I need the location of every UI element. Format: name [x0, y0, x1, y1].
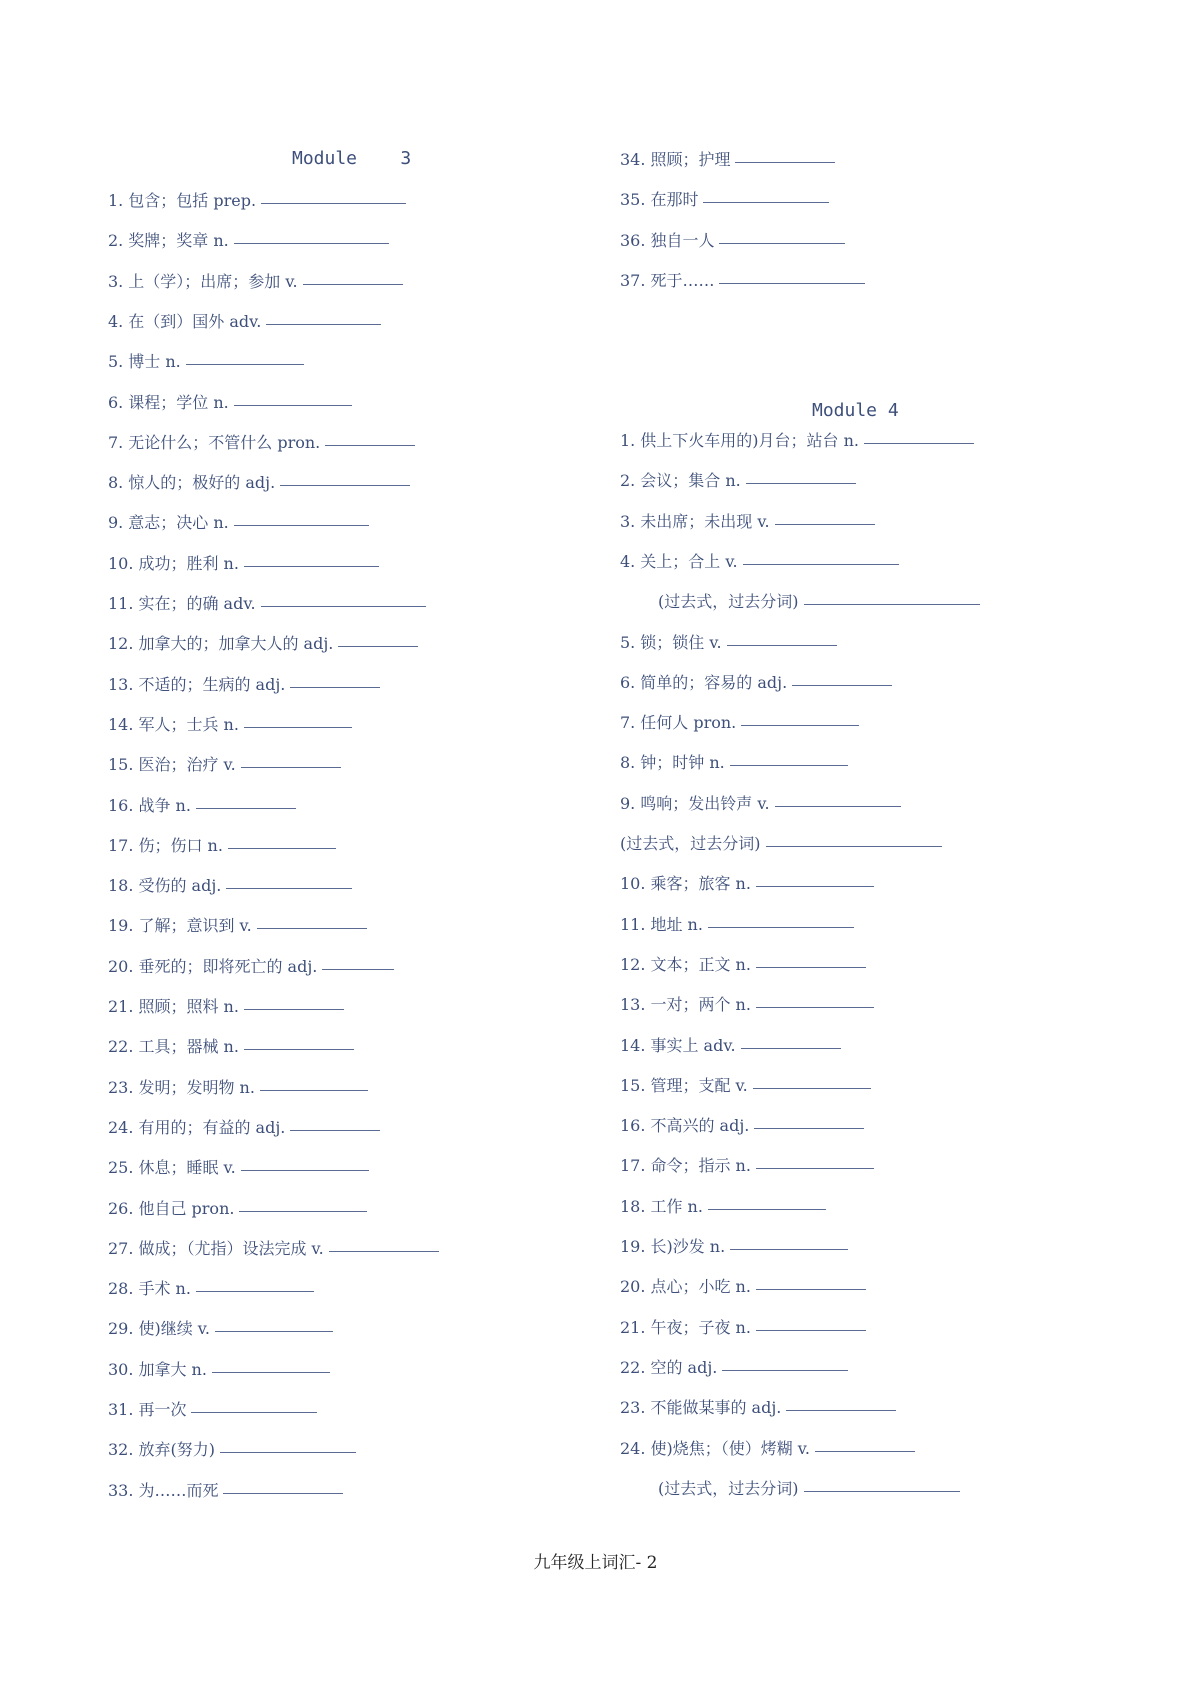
- item-number: 29.: [108, 1319, 134, 1339]
- item-number: 18.: [620, 1196, 646, 1216]
- answer-blank[interactable]: [730, 1248, 848, 1250]
- answer-blank[interactable]: [741, 724, 859, 726]
- item-prompt: 文本；正文 n.: [650, 954, 751, 974]
- vocab-item: [108, 836, 336, 856]
- item-number: 24.: [108, 1117, 134, 1137]
- answer-blank[interactable]: [775, 805, 901, 807]
- vocab-item: [620, 753, 848, 773]
- vocab-item: [108, 191, 406, 211]
- item-number: 19.: [620, 1237, 646, 1256]
- item-prompt: 课程；学位 n.: [128, 392, 229, 412]
- vocab-item: [620, 1197, 826, 1217]
- vocab-item: [108, 352, 304, 372]
- answer-blank[interactable]: [234, 242, 389, 244]
- item-number: 20.: [108, 956, 134, 976]
- vocab-item: [620, 271, 865, 291]
- vocab-item: [108, 957, 394, 977]
- item-number: 25.: [108, 1158, 134, 1178]
- item-number: 22.: [620, 1357, 646, 1377]
- answer-blank[interactable]: [303, 283, 403, 285]
- answer-blank[interactable]: [815, 1450, 915, 1452]
- item-prompt: 在那时: [650, 190, 699, 210]
- answer-blank[interactable]: [223, 1492, 343, 1494]
- vocab-item: [620, 231, 845, 251]
- vocab-item: [108, 876, 352, 896]
- answer-blank[interactable]: [234, 524, 369, 526]
- answer-blank[interactable]: [786, 1409, 896, 1411]
- item-prompt: 做成；（尤指）设法完成 v.: [138, 1238, 324, 1258]
- vocab-item: [620, 874, 874, 894]
- item-prompt: 独自一人: [650, 230, 715, 250]
- item-prompt: 事实上 adv.: [650, 1035, 736, 1055]
- item-prompt: 地址 n.: [650, 914, 703, 934]
- item-prompt: 午夜；子夜 n.: [650, 1317, 751, 1337]
- item-prompt: 为……而死: [138, 1480, 219, 1500]
- vocab-item: [108, 634, 418, 654]
- answer-blank[interactable]: [239, 1210, 367, 1212]
- answer-blank[interactable]: [730, 764, 848, 766]
- item-number: 12.: [108, 634, 134, 654]
- item-number: 34.: [620, 150, 646, 169]
- vocab-item: [620, 834, 942, 854]
- vocab-item: [658, 1479, 960, 1499]
- item-prompt: 垂死的；即将死亡的 adj.: [138, 956, 318, 976]
- item-number: 6.: [108, 392, 124, 412]
- item-prompt: 空的 adj.: [650, 1357, 718, 1377]
- answer-blank[interactable]: [756, 966, 866, 968]
- vocab-item: [108, 1199, 367, 1219]
- vocab-item: [620, 190, 829, 210]
- item-number: 28.: [108, 1279, 134, 1299]
- item-number: 2.: [108, 231, 124, 251]
- answer-blank[interactable]: [228, 847, 336, 849]
- answer-blank[interactable]: [741, 1047, 841, 1049]
- item-number: 8.: [620, 753, 636, 773]
- answer-blank[interactable]: [241, 1169, 369, 1171]
- answer-blank[interactable]: [754, 1127, 864, 1129]
- item-number: 15.: [620, 1075, 646, 1095]
- item-number: 4.: [108, 311, 124, 331]
- vocab-item: [620, 1076, 871, 1096]
- item-prompt: (过去式，过去分词): [620, 834, 761, 853]
- page-footer: 九年级上词汇- 2: [533, 1553, 658, 1573]
- item-number: 11.: [620, 914, 646, 934]
- answer-blank[interactable]: [212, 1371, 330, 1373]
- vocab-item: [108, 1239, 439, 1259]
- answer-blank[interactable]: [191, 1411, 317, 1413]
- vocab-item: [620, 995, 874, 1015]
- answer-blank[interactable]: [266, 323, 381, 325]
- answer-blank[interactable]: [756, 885, 874, 887]
- vocab-item: [108, 473, 410, 493]
- vocab-item: [620, 915, 854, 935]
- answer-blank[interactable]: [186, 363, 304, 365]
- item-prompt: 不能做某事的 adj.: [650, 1398, 782, 1418]
- answer-blank[interactable]: [756, 1288, 866, 1290]
- item-prompt: 工作 n.: [650, 1196, 703, 1216]
- item-prompt: 惊人的；极好的 adj.: [128, 473, 276, 493]
- vocab-item: [620, 673, 892, 693]
- module-3-title: Module 3: [292, 148, 412, 169]
- item-prompt: 军人；士兵 n.: [138, 714, 239, 734]
- vocab-item: [108, 1078, 368, 1098]
- answer-blank[interactable]: [244, 1048, 354, 1050]
- answer-blank[interactable]: [215, 1330, 333, 1332]
- vocab-item: [108, 513, 369, 533]
- vocab-item: [620, 1318, 866, 1338]
- vocab-item: [108, 796, 296, 816]
- vocab-item: [108, 594, 426, 614]
- vocab-item: [108, 554, 379, 574]
- answer-blank[interactable]: [804, 603, 980, 605]
- item-number: 16.: [108, 795, 134, 815]
- item-number: 3.: [620, 511, 636, 531]
- item-number: 5.: [108, 352, 124, 372]
- item-number: 37.: [620, 270, 646, 290]
- answer-blank[interactable]: [766, 845, 942, 847]
- item-prompt: 管理；支配 v.: [650, 1075, 748, 1095]
- vocab-item: [620, 955, 866, 975]
- answer-blank[interactable]: [196, 807, 296, 809]
- answer-blank[interactable]: [322, 968, 394, 970]
- answer-blank[interactable]: [244, 1008, 344, 1010]
- item-prompt: 长)沙发 n.: [650, 1237, 726, 1256]
- vocab-item: [108, 1037, 354, 1057]
- vocab-item: [620, 794, 901, 814]
- item-number: 33.: [108, 1480, 134, 1500]
- item-number: 13.: [108, 674, 134, 694]
- item-number: 30.: [108, 1359, 134, 1379]
- vocab-item: [108, 1440, 356, 1460]
- item-prompt: 关上；合上 v.: [640, 551, 738, 571]
- vocab-item: [108, 755, 341, 775]
- answer-blank[interactable]: [756, 1006, 874, 1008]
- item-prompt: 博士 n.: [128, 352, 181, 372]
- item-number: 14.: [108, 714, 134, 734]
- item-number: 17.: [108, 835, 134, 855]
- vocab-item: [108, 916, 367, 936]
- item-prompt: 加拿大 n.: [138, 1359, 207, 1379]
- answer-blank[interactable]: [804, 1490, 960, 1492]
- item-prompt: 不适的；生病的 adj.: [138, 674, 286, 694]
- answer-blank[interactable]: [753, 1087, 871, 1089]
- answer-blank[interactable]: [722, 1369, 848, 1371]
- item-prompt: 锁；锁住 v.: [640, 632, 722, 652]
- vocab-item: [108, 1400, 317, 1420]
- item-prompt: 加拿大的；加拿大人的 adj.: [138, 634, 334, 654]
- answer-blank[interactable]: [338, 645, 418, 647]
- answer-blank[interactable]: [743, 563, 899, 565]
- answer-blank[interactable]: [756, 1329, 866, 1331]
- item-prompt: 乘客；旅客 n.: [650, 874, 751, 894]
- item-prompt: 医治；治疗 v.: [138, 755, 236, 775]
- item-number: 14.: [620, 1035, 646, 1055]
- item-number: 36.: [620, 230, 646, 250]
- item-prompt: 简单的；容易的 adj.: [640, 672, 788, 692]
- vocab-item: [108, 997, 344, 1017]
- vocab-item: [620, 431, 974, 451]
- item-prompt: 奖牌；奖章 n.: [128, 231, 229, 251]
- vocab-item: [108, 1158, 369, 1178]
- answer-blank[interactable]: [290, 686, 380, 688]
- answer-blank[interactable]: [244, 565, 379, 567]
- vocab-item: [620, 1036, 841, 1056]
- item-number: 23.: [108, 1077, 134, 1097]
- item-prompt: 了解；意识到 v.: [138, 916, 252, 936]
- vocab-item: [108, 1481, 343, 1501]
- item-prompt: 放弃(努力): [138, 1440, 215, 1460]
- vocab-item: [108, 272, 403, 292]
- answer-blank[interactable]: [792, 684, 892, 686]
- answer-blank[interactable]: [756, 1167, 874, 1169]
- item-number: 21.: [620, 1317, 646, 1337]
- item-prompt: 战争 n.: [138, 795, 191, 815]
- vocab-item: [620, 1439, 915, 1459]
- item-prompt: 受伤的 adj.: [138, 876, 222, 896]
- vocab-item: [108, 312, 381, 332]
- item-number: 6.: [620, 672, 636, 692]
- answer-blank[interactable]: [220, 1451, 356, 1453]
- item-number: 7.: [620, 713, 636, 733]
- answer-blank[interactable]: [241, 766, 341, 768]
- item-prompt: 未出席；未出现 v.: [640, 511, 770, 531]
- vocab-item: [620, 150, 835, 170]
- vocab-item: [620, 552, 899, 572]
- item-prompt: 意志；决心 n.: [128, 513, 229, 533]
- vocab-item: [108, 1279, 314, 1299]
- item-prompt: 命令；指示 n.: [650, 1156, 751, 1176]
- item-number: 19.: [108, 916, 134, 936]
- answer-blank[interactable]: [703, 201, 829, 203]
- item-prompt: 休息；睡眠 v.: [138, 1158, 236, 1178]
- item-number: 4.: [620, 551, 636, 571]
- item-number: 20.: [620, 1277, 646, 1297]
- item-prompt: 使)烧焦；（使）烤糊 v.: [650, 1438, 811, 1458]
- item-number: 22.: [108, 1037, 134, 1057]
- item-number: 17.: [620, 1156, 646, 1176]
- item-prompt: 发明；发明物 n.: [138, 1077, 255, 1097]
- answer-blank[interactable]: [226, 887, 352, 889]
- vocab-item: [108, 1319, 333, 1339]
- item-prompt: 他自己 pron.: [138, 1198, 235, 1218]
- item-prompt: 使)继续 v.: [138, 1319, 211, 1339]
- item-number: 26.: [108, 1198, 134, 1218]
- answer-blank[interactable]: [719, 242, 845, 244]
- answer-blank[interactable]: [280, 484, 410, 486]
- item-number: 1.: [108, 191, 124, 210]
- item-prompt: 上（学）；出席；参加 v.: [128, 271, 298, 291]
- item-prompt: 成功；胜利 n.: [138, 553, 239, 573]
- vocab-item: [620, 512, 875, 532]
- vocab-item: [620, 713, 859, 733]
- answer-blank[interactable]: [708, 926, 854, 928]
- item-prompt: 工具；器械 n.: [138, 1037, 239, 1057]
- vocab-item: [108, 393, 352, 413]
- item-number: 10.: [620, 874, 646, 894]
- item-number: 13.: [620, 995, 646, 1015]
- item-number: 23.: [620, 1398, 646, 1418]
- item-number: 16.: [620, 1116, 646, 1136]
- vocab-item: [108, 715, 352, 735]
- vocab-item: [620, 471, 856, 491]
- answer-blank[interactable]: [290, 1129, 380, 1131]
- vocab-item: [620, 1156, 874, 1176]
- answer-blank[interactable]: [708, 1208, 826, 1210]
- item-prompt: 一对；两个 n.: [650, 995, 751, 1015]
- vocab-item: [108, 675, 380, 695]
- answer-blank[interactable]: [196, 1290, 314, 1292]
- answer-blank[interactable]: [746, 482, 856, 484]
- item-prompt: 不高兴的 adj.: [650, 1116, 750, 1136]
- vocab-item: [620, 633, 837, 653]
- module-4-title: Module 4: [812, 400, 899, 421]
- item-number: 21.: [108, 997, 134, 1016]
- item-prompt: 有用的；有益的 adj.: [138, 1117, 286, 1137]
- item-prompt: 钟；时钟 n.: [640, 753, 725, 773]
- item-number: 35.: [620, 190, 646, 210]
- vocab-item: [620, 1277, 866, 1297]
- item-number: 5.: [620, 632, 636, 652]
- item-prompt: 照顾；护理: [650, 150, 731, 169]
- vocab-item: [108, 231, 389, 251]
- vocab-item: [108, 1360, 330, 1380]
- item-number: 12.: [620, 954, 646, 974]
- item-number: 18.: [108, 876, 134, 896]
- item-prompt: 照顾；照料 n.: [138, 997, 239, 1016]
- answer-blank[interactable]: [775, 523, 875, 525]
- item-prompt: 任何人 pron.: [640, 713, 737, 733]
- item-number: 10.: [108, 553, 134, 573]
- answer-blank[interactable]: [329, 1250, 439, 1252]
- vocab-item: [620, 1358, 848, 1378]
- item-prompt: 无论什么；不管什么 pron.: [128, 432, 321, 452]
- item-number: 32.: [108, 1440, 134, 1460]
- answer-blank[interactable]: [260, 1089, 368, 1091]
- item-prompt: 会议；集合 n.: [640, 471, 741, 491]
- vocab-item: [658, 592, 980, 612]
- item-number: 9.: [108, 513, 124, 533]
- item-prompt: 鸣响；发出铃声 v.: [640, 793, 770, 813]
- item-prompt: 包含；包括 prep.: [128, 191, 257, 210]
- item-number: 7.: [108, 432, 124, 452]
- answer-blank[interactable]: [864, 442, 974, 444]
- item-prompt: 在（到）国外 adv.: [128, 311, 262, 331]
- vocab-item: [108, 1118, 380, 1138]
- item-prompt: 再一次: [138, 1400, 187, 1419]
- item-prompt: 死于……: [650, 270, 715, 290]
- item-number: 15.: [108, 755, 134, 775]
- item-number: 9.: [620, 793, 636, 813]
- item-prompt: 伤；伤口 n.: [138, 835, 223, 855]
- vocab-item: [108, 433, 415, 453]
- item-number: 3.: [108, 271, 124, 291]
- item-number: 8.: [108, 473, 124, 493]
- item-prompt: 手术 n.: [138, 1279, 191, 1299]
- vocab-item: [620, 1237, 848, 1257]
- item-number: 2.: [620, 471, 636, 491]
- item-number: 31.: [108, 1400, 134, 1419]
- answer-blank[interactable]: [719, 282, 865, 284]
- item-prompt: 点心；小吃 n.: [650, 1277, 751, 1297]
- item-prompt: (过去式，过去分词): [658, 592, 799, 612]
- item-prompt: (过去式，过去分词): [658, 1478, 799, 1498]
- item-number: 24.: [620, 1438, 646, 1458]
- answer-blank[interactable]: [261, 605, 426, 607]
- item-prompt: 供上下火车用的)月台；站台 n.: [640, 431, 859, 450]
- answer-blank[interactable]: [727, 644, 837, 646]
- answer-blank[interactable]: [234, 404, 352, 406]
- item-number: 1.: [620, 431, 636, 450]
- answer-blank[interactable]: [325, 444, 415, 446]
- answer-blank[interactable]: [244, 726, 352, 728]
- vocab-item: [620, 1398, 896, 1418]
- vocab-item: [620, 1116, 864, 1136]
- answer-blank[interactable]: [257, 927, 367, 929]
- answer-blank[interactable]: [735, 161, 835, 163]
- answer-blank[interactable]: [261, 202, 406, 204]
- item-prompt: 实在；的确 adv.: [138, 594, 256, 613]
- item-number: 27.: [108, 1238, 134, 1258]
- item-number: 11.: [108, 594, 134, 613]
